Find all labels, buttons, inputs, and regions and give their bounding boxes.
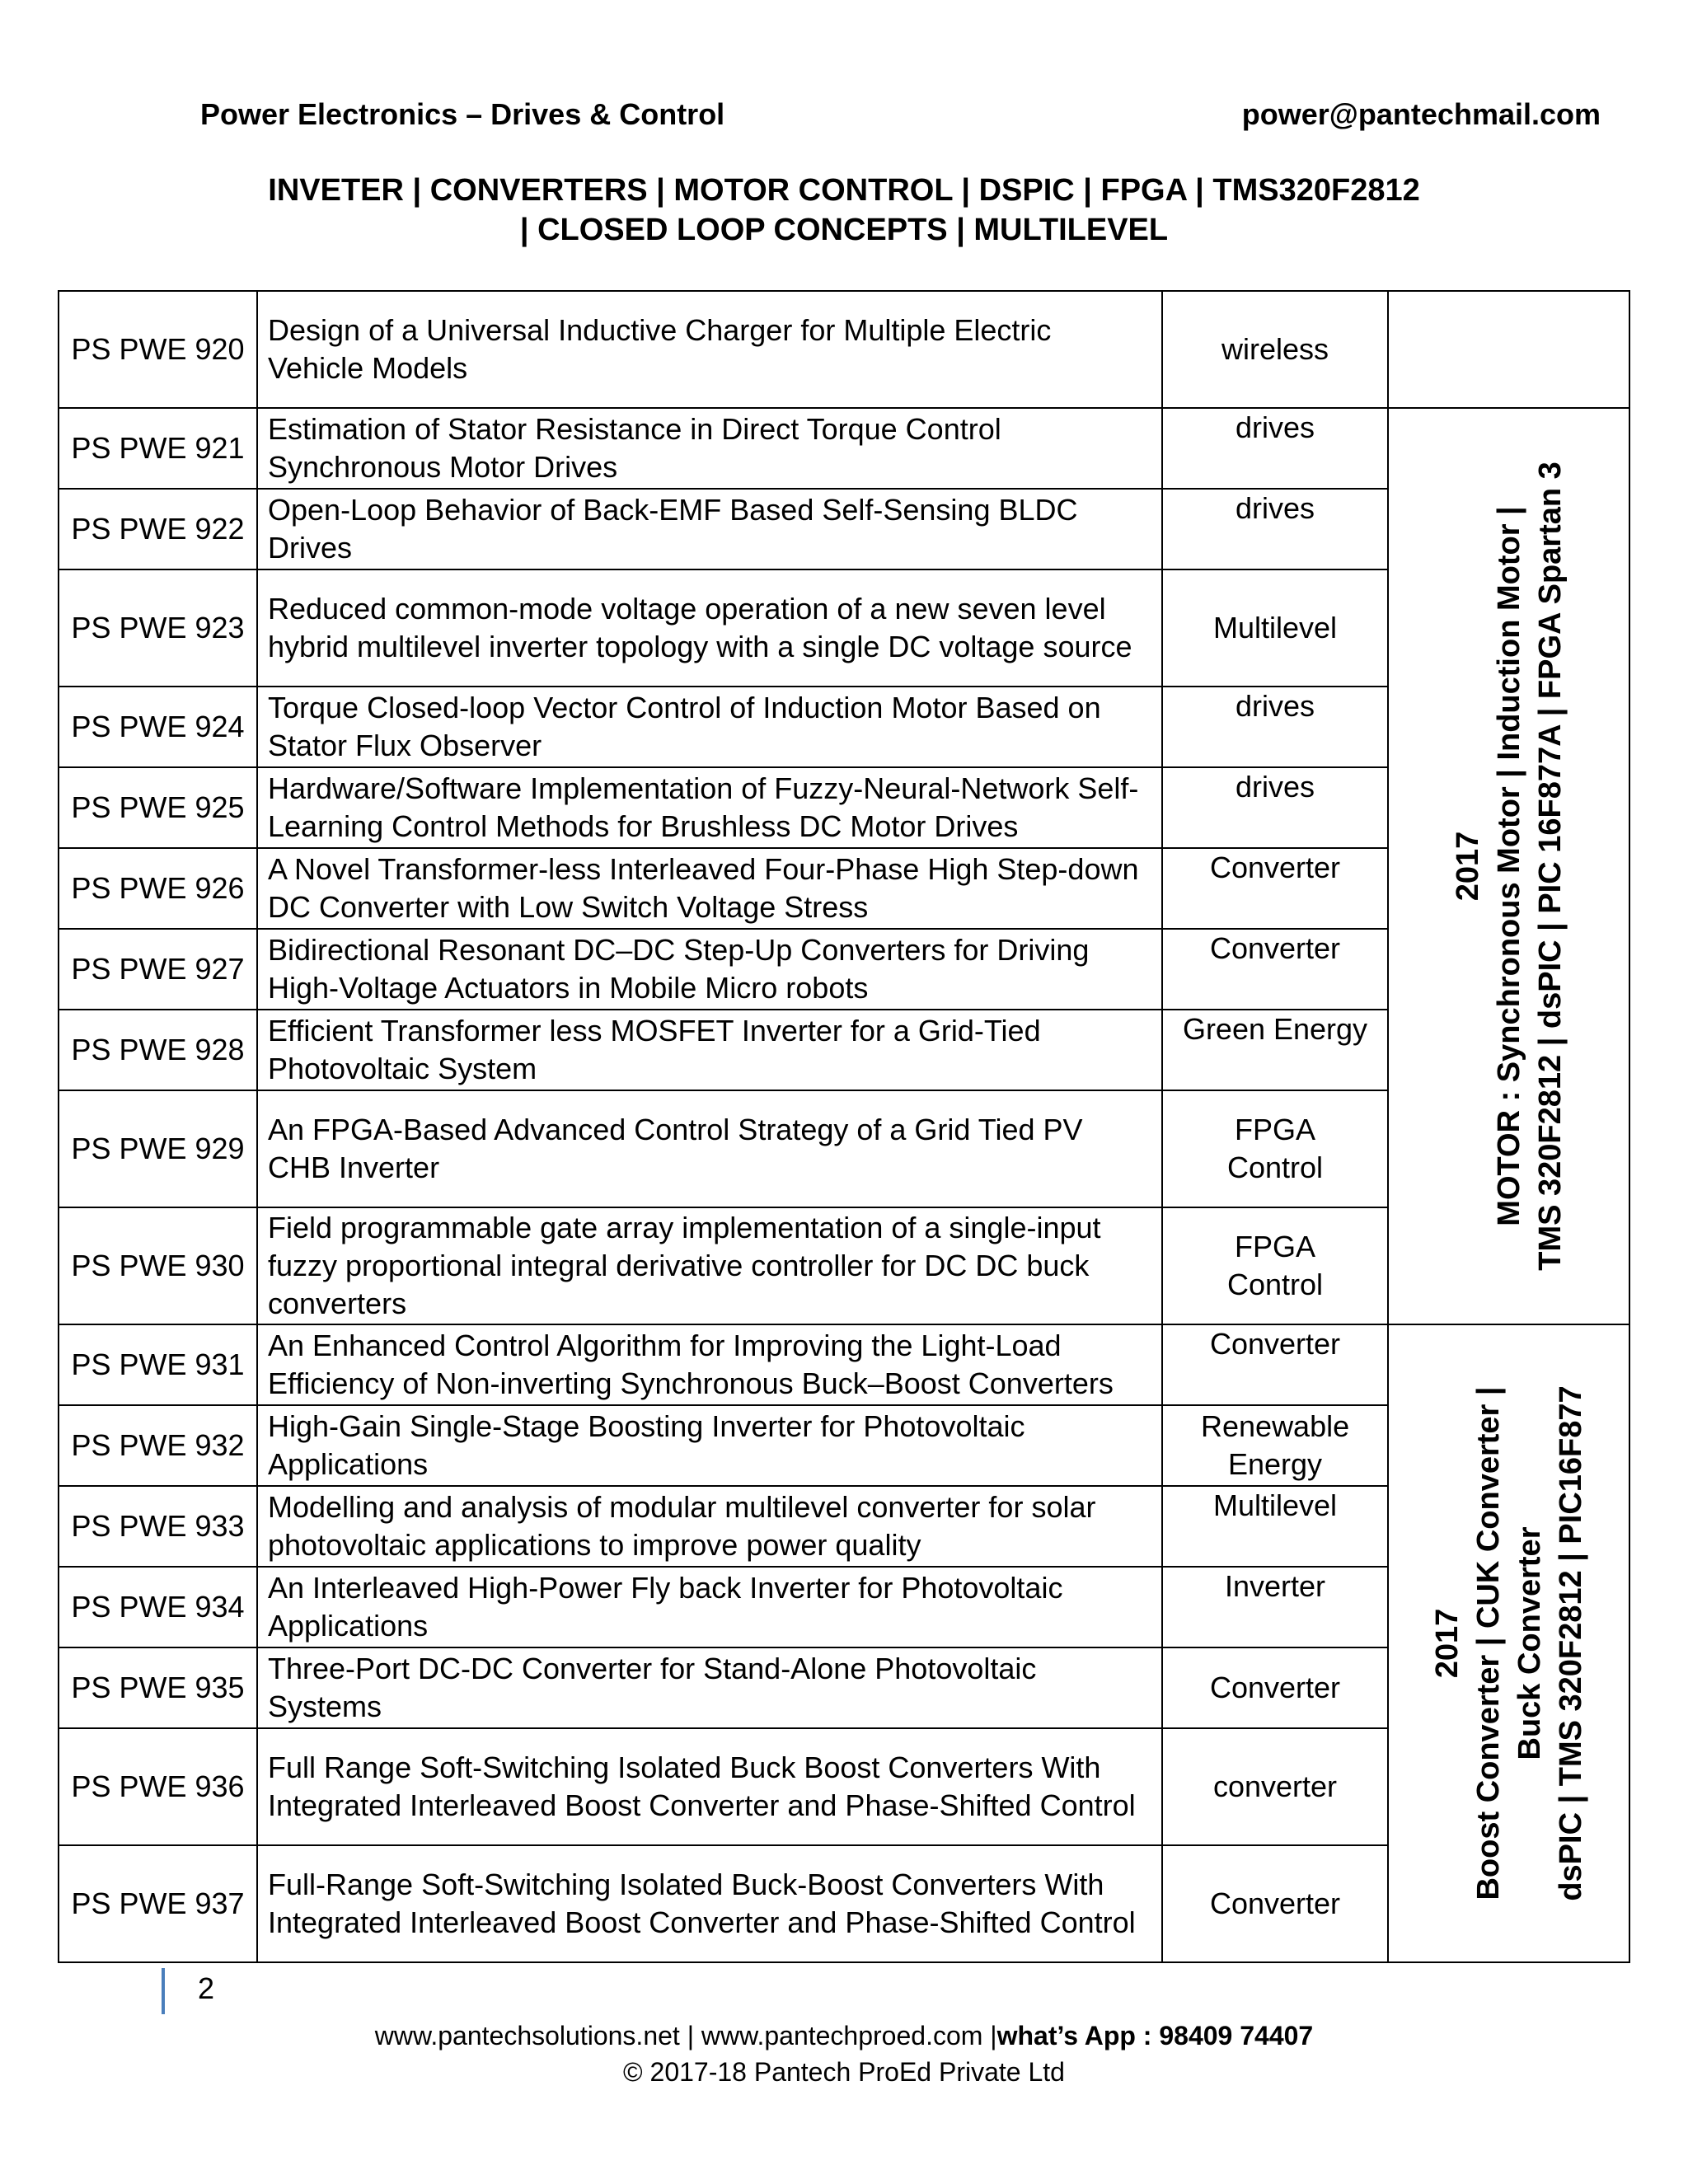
table-row xyxy=(59,291,1629,408)
project-code: PS PWE 937 xyxy=(59,1845,257,1962)
table-row xyxy=(59,1324,1629,1405)
footer-whatsapp: what’s App : 98409 74407 xyxy=(996,2021,1314,2050)
page-number-bar xyxy=(162,1968,165,2014)
topics-banner xyxy=(0,171,1688,250)
project-title: Three-Port DC-DC Converter for Stand-Alone Photovoltaic Systems xyxy=(257,1647,1162,1728)
project-code: PS PWE 930 xyxy=(59,1207,257,1324)
header-title: Power Electronics – Drives & Control xyxy=(200,97,725,131)
project-title: Design of a Universal Inductive Charger for Multiple Electric Vehicle Models xyxy=(257,291,1162,408)
project-category: converter xyxy=(1162,1728,1388,1845)
footer-copyright: © 2017-18 Pantech ProEd Private Ltd xyxy=(623,2057,1065,2087)
side-group-converter xyxy=(1388,1324,1629,1962)
project-title: Full Range Soft-Switching Isolated Buck Boost Converters With Integrated Interleaved Boost Converter and Phase-Shifted Control xyxy=(257,1728,1162,1845)
side-group-converter-text xyxy=(1427,1385,1592,1900)
footer-websites: www.pantechsolutions.net | www.pantechproed.com | xyxy=(374,2021,997,2050)
project-category xyxy=(1162,1207,1388,1324)
project-title: An FPGA-Based Advanced Control Strategy of a Grid Tied PV CHB Inverter xyxy=(257,1090,1162,1207)
topics-line-2: | CLOSED LOOP CONCEPTS | MULTILEVEL xyxy=(519,213,1169,247)
side-year: 2017 xyxy=(1429,1608,1465,1679)
header-email: power@pantechmail.com xyxy=(1241,97,1601,131)
project-title: Field programmable gate array implementation of a single-input fuzzy proportional integral derivative controller for DC DC buck converters xyxy=(257,1207,1162,1324)
project-category-text: Renewable Energy xyxy=(1201,1409,1350,1481)
page-number: 2 xyxy=(198,1971,215,2005)
project-code: PS PWE 929 xyxy=(59,1090,257,1207)
side-line: MOTOR : Synchronous Motor | Induction Motor | xyxy=(1491,506,1526,1226)
project-code: PS PWE 926 xyxy=(59,848,257,929)
project-code: PS PWE 922 xyxy=(59,489,257,569)
project-title: Efficient Transformer less MOSFET Inverter for a Grid-Tied Photovoltaic System xyxy=(257,1010,1162,1090)
project-title: Torque Closed-loop Vector Control of Induction Motor Based on Stator Flux Observer xyxy=(257,687,1162,767)
project-code: PS PWE 934 xyxy=(59,1567,257,1647)
project-category: drives xyxy=(1162,687,1388,767)
project-title: A Novel Transformer-less Interleaved Four-Phase High Step-down DC Converter with Low Switch Voltage Stress xyxy=(257,848,1162,929)
side-line: dsPIC | TMS 320F2812 | PIC16F877 xyxy=(1553,1385,1588,1901)
project-title: Open-Loop Behavior of Back-EMF Based Self-Sensing BLDC Drives xyxy=(257,489,1162,569)
project-category: Converter xyxy=(1162,1324,1388,1405)
project-category: Multilevel xyxy=(1162,569,1388,687)
side-group-motor xyxy=(1388,408,1629,1324)
project-code: PS PWE 932 xyxy=(59,1405,257,1486)
project-title: An Interleaved High-Power Fly back Inverter for Photovoltaic Applications xyxy=(257,1567,1162,1647)
project-category: Converter xyxy=(1162,848,1388,929)
project-title: Bidirectional Resonant DC–DC Step-Up Converters for Driving High-Voltage Actuators in Mobile Micro robots xyxy=(257,929,1162,1010)
side-line: Buck Converter xyxy=(1512,1526,1547,1760)
project-category: Converter xyxy=(1162,1845,1388,1962)
project-category xyxy=(1162,1090,1388,1207)
project-title: Reduced common-mode voltage operation of a new seven level hybrid multilevel inverter topology with a single DC voltage source xyxy=(257,569,1162,687)
project-code: PS PWE 928 xyxy=(59,1010,257,1090)
project-title: Estimation of Stator Resistance in Direct Torque Control Synchronous Motor Drives xyxy=(257,408,1162,489)
project-title: Hardware/Software Implementation of Fuzzy-Neural-Network Self-Learning Control Methods for Brushless DC Motor Drives xyxy=(257,767,1162,848)
project-category: Green Energy xyxy=(1162,1010,1388,1090)
project-code: PS PWE 933 xyxy=(59,1486,257,1567)
project-code: PS PWE 927 xyxy=(59,929,257,1010)
project-code: PS PWE 936 xyxy=(59,1728,257,1845)
project-category: Inverter xyxy=(1162,1567,1388,1647)
topics-line-1: INVETER | CONVERTERS | MOTOR CONTROL | DSPIC | FPGA | TMS320F2812 xyxy=(268,173,1420,208)
project-category-text: FPGA Control xyxy=(1226,1113,1324,1184)
project-category: Converter xyxy=(1162,1647,1388,1728)
project-title: Modelling and analysis of modular multilevel converter for solar photovoltaic applications to improve power quality xyxy=(257,1486,1162,1567)
project-category xyxy=(1162,1405,1388,1486)
project-code: PS PWE 924 xyxy=(59,687,257,767)
project-table xyxy=(58,290,1630,1963)
side-year: 2017 xyxy=(1450,831,1485,902)
project-category: drives xyxy=(1162,489,1388,569)
project-code: PS PWE 935 xyxy=(59,1647,257,1728)
project-code: PS PWE 923 xyxy=(59,569,257,687)
project-code: PS PWE 920 xyxy=(59,291,257,408)
table-row xyxy=(59,408,1629,489)
project-category: drives xyxy=(1162,408,1388,489)
side-empty-cell xyxy=(1388,291,1629,408)
project-title: An Enhanced Control Algorithm for Improving the Light-Load Efficiency of Non-inverting Synchronous Buck–Boost Converters xyxy=(257,1324,1162,1405)
project-code: PS PWE 931 xyxy=(59,1324,257,1405)
project-code: PS PWE 925 xyxy=(59,767,257,848)
project-code: PS PWE 921 xyxy=(59,408,257,489)
side-group-motor-text xyxy=(1447,462,1571,1271)
project-title: High-Gain Single-Stage Boosting Inverter for Photovoltaic Applications xyxy=(257,1405,1162,1486)
project-category: Converter xyxy=(1162,929,1388,1010)
project-category: drives xyxy=(1162,767,1388,848)
project-title: Full-Range Soft-Switching Isolated Buck-Boost Converters With Integrated Interleaved Boost Converter and Phase-Shifted Control xyxy=(257,1845,1162,1962)
project-category-text: FPGA Control xyxy=(1226,1230,1324,1301)
project-category: Multilevel xyxy=(1162,1486,1388,1567)
side-line: Boost Converter | CUK Converter | xyxy=(1470,1386,1506,1900)
side-line: TMS 320F2812 | dsPIC | PIC 16F877A | FPGA Spartan 3 xyxy=(1532,462,1568,1271)
footer-links xyxy=(0,2021,1688,2051)
project-category: wireless xyxy=(1162,291,1388,408)
